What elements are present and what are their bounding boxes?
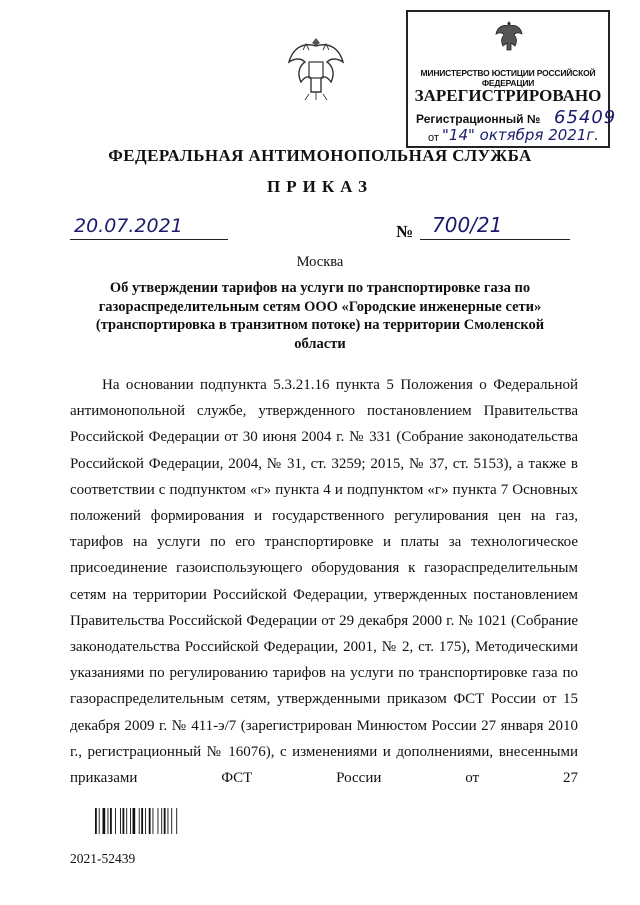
registration-stamp	[406, 10, 617, 148]
stamp-date-label: от	[428, 132, 439, 144]
agency-name: ФЕДЕРАЛЬНАЯ АНТИМОНОПОЛЬНАЯ СЛУЖБА	[108, 146, 532, 165]
order-number-label: №	[396, 222, 414, 241]
coat-of-arms-emblem	[283, 32, 349, 106]
city: Москва	[296, 254, 344, 270]
order-date: 20.07.2021	[74, 215, 183, 237]
date-underline	[70, 239, 228, 240]
document-id: 2021-52439	[70, 851, 136, 866]
number-underline	[420, 239, 570, 240]
order-title: Об утверждении тарифов на услуги по транспортировке газа по газораспределительным сетям ООО «Городские инженерные сети» (транспортировка в транзитном потоке) на территории Смоленской области	[95, 280, 545, 352]
stamp-number-value: 65409	[554, 107, 617, 128]
barcode	[95, 808, 203, 834]
stamp-date-value: "14" октября 2021г.	[442, 126, 600, 144]
document-type: ПРИКАЗ	[267, 177, 373, 196]
body-text	[70, 372, 578, 791]
body-paragraph: На основании подпункта 5.3.21.16 пункта 5 Положения о Федеральной антимонопольной службе, утвержденного постановлением Правительства Российской Федерации от 30 июня 2004 г. № 331 (Собрание законодательства Российской Федерации, 2004, № 31, ст. 3259; 2015, № 37, ст. 5153), а также в соответствии с подпунктом «г» пункта 4 и подпунктом «г» пункта 7 Основных положений формирования и государственного регулирования цен на газ, тарифов на услуги по его транспортировке и платы за технологическое присоединение газоиспользующего оборудования к газораспределительным сетям на территории Российской Федерации, утвержденных постановлением Правительства Российской Федерации от 29 декабря 2000 г. № 1021 (Собрание законодательства Российской Федерации, 2001, № 2, ст. 175), Методическими указаниями по регулированию тарифов на услуги по транспортировке газа по газораспределительным сетям, утвержденными приказом ФСТ России от 15 декабря 2009 г. № 411-э/7 (зарегистрирован Минюстом России 27 января 2010 г., регистрационный № 16076), с изменениями и дополнениями, внесенными приказами ФСТ России от 27	[70, 377, 578, 787]
stamp-emblem-icon	[494, 20, 524, 54]
stamp-number-label: Регистрационный №	[416, 112, 541, 126]
stamp-registered: ЗАРЕГИСТРИРОВАНО	[414, 86, 602, 105]
stamp-ministry: МИНИСТЕРСТВО ЮСТИЦИИ РОССИЙСКОЙ ФЕДЕРАЦИИ	[420, 68, 596, 88]
order-number: 700/21	[432, 213, 503, 237]
